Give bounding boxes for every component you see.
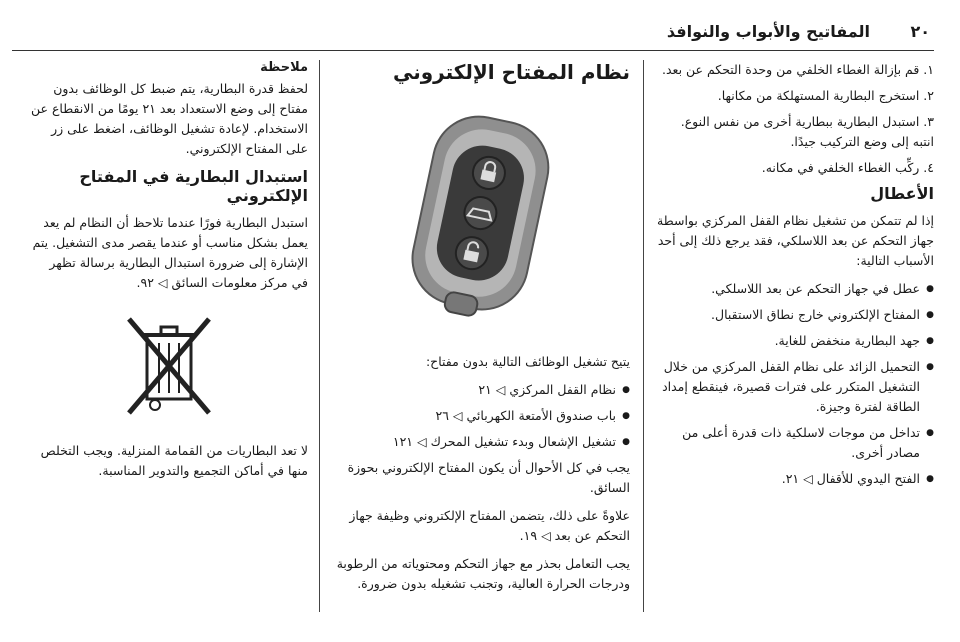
electronic-key-image (382, 90, 578, 340)
fault-item: ● المفتاح الإلكتروني خارج نطاق الاستقبال. (656, 305, 920, 325)
right-column (656, 60, 934, 495)
note-heading: ملاحظة (260, 60, 308, 75)
battery-heading: استبدال البطارية في المفتاح الإلكتروني (79, 167, 308, 205)
page-number: ٢٠ (910, 22, 930, 41)
fault-item: ● الفتح اليدوي للأقفال ◁ ٢١. (656, 469, 920, 489)
step-item: ١. قم بإزالة الغطاء الخلفي من وحدة التحكم عن بعد. (662, 62, 934, 77)
paragraph: علاوةً على ذلك، يتضمن المفتاح الإلكتروني وظيفة جهاز التحكم عن بعد ◁ ١٩. (349, 508, 630, 543)
faults-list (656, 279, 934, 489)
faults-intro: إذا لم تتمكن من تشغيل نظام القفل المركزي بواسطة جهاز التحكم عن بعد اللاسلكي، فقد يرجع ذلك إلى أحد الأسباب التالية: (657, 213, 934, 268)
column-divider (643, 60, 644, 612)
function-item: ● نظام القفل المركزي ◁ ٢١ (330, 380, 616, 400)
faults-heading: الأعطال (870, 184, 934, 203)
fault-item: ● جهد البطارية منخفض للغاية. (656, 331, 920, 351)
paragraph: يجب التعامل بحذر مع جهاز التحكم ومحتوياته من الرطوبة ودرجات الحرارة العالية، وتجنب تشغيله بدون ضرورة. (336, 556, 630, 591)
step-item: ٤. ركِّب الغطاء الخلفي في مكانه. (761, 160, 934, 175)
function-item: ● باب صندوق الأمتعة الكهربائي ◁ ٢٦ (330, 406, 616, 426)
battery-text: استبدل البطارية فورًا عندما تلاحظ أن النظام لم يعد يعمل بشكل مناسب أو عندما يقصر مدى التشغيل. يتم الإشارة إلى ضرورة استبدال البطارية برسالة تظهر في مركز معلومات السائق ◁ ٩٢. (32, 215, 308, 290)
note-text: لحفظ قدرة البطارية، يتم ضبط كل الوظائف بدون مفتاح إلى وضع الاستعداد بعد ٢١ يومًا من الانقطاع عن الاستخدام. لإعادة تشغيل الوظائف، اضغط على زر على المفتاح الإلكتروني. (31, 81, 308, 156)
section-title: نظام المفتاح الإلكتروني (392, 60, 630, 84)
functions-intro: يتيح تشغيل الوظائف التالية بدون مفتاح: (425, 354, 630, 369)
battery-steps-list (656, 60, 934, 178)
step-item: ٢. استخرج البطارية المستهلكة من مكانها. (717, 88, 934, 103)
crossed-bin-icon (117, 307, 221, 425)
fault-item: ● التحميل الزائد على نظام القفل المركزي من خلال التشغيل المتكرر على فترات قصيرة، فينقطع إمداد الطاقة لفترة وجيزة. (656, 357, 920, 417)
fault-item: ● تداخل من موجات لاسلكية ذات قدرة أعلى من مصادر أخرى. (656, 423, 920, 463)
page-title: المفاتيح والأبواب والنوافذ (666, 22, 870, 41)
function-item: ● تشغيل الإشعال وبدء تشغيل المحرك ◁ ١٢١ (330, 432, 616, 452)
page-header (12, 22, 950, 42)
header-rule (12, 50, 934, 51)
middle-column (330, 60, 630, 602)
paragraph: يجب في كل الأحوال أن يكون المفتاح الإلكتروني بحوزة السائق. (347, 460, 630, 495)
column-divider (319, 60, 320, 612)
disposal-text: لا تعد البطاريات من القمامة المنزلية. ويجب التخلص منها في أماكن التجميع والتدوير المناسبة. (40, 443, 308, 478)
functions-list (330, 380, 630, 452)
step-item: ٣. استبدل البطارية ببطارية أخرى من نفس النوع. انتبه إلى وضع التركيب جيدًا. (680, 114, 934, 149)
fault-item: ● عطل في جهاز التحكم عن بعد اللاسلكي. (656, 279, 920, 299)
left-column (30, 60, 308, 489)
